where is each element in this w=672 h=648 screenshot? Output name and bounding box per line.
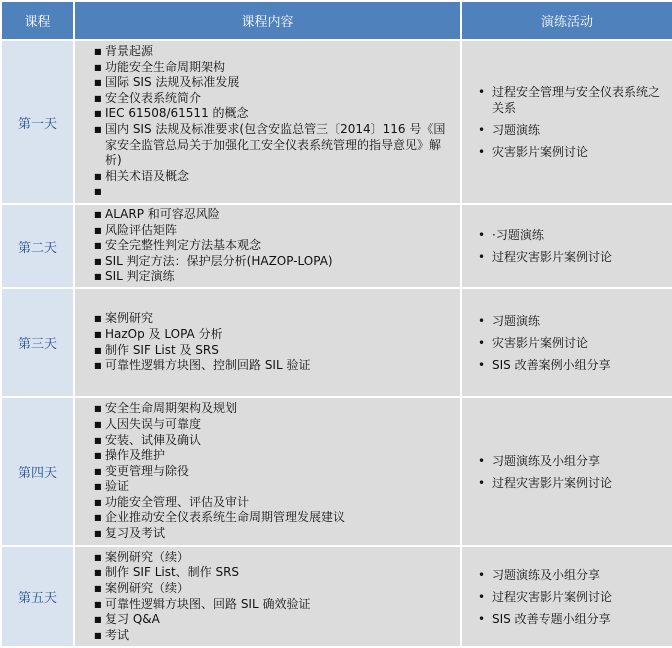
content-item: ■ SIL 判定演练 [105, 269, 454, 285]
activity-cell [461, 546, 672, 647]
activity-cell [461, 288, 672, 397]
content-item: ■ 制作 SIF List、制作 SRS [105, 565, 454, 581]
activity-item: • SIS 改善案例小组分享 [492, 357, 664, 373]
header-activity: 演练活动 [461, 1, 672, 40]
header-row [1, 1, 672, 40]
content-item: ■ 功能安全生命周期架构 [105, 60, 454, 76]
activity-item: • 过程安全管理与安全仪表系统之关系 [492, 84, 664, 116]
content-item: ■ 案例研究 [105, 311, 454, 327]
content-item: ■ HazOp 及 LOPA 分析 [105, 327, 454, 343]
activity-item: • 过程灾害影片案例讨论 [492, 589, 664, 605]
activity-item: • 习题演练 [492, 122, 664, 138]
activity-item: • 习题演练 [492, 313, 664, 329]
content-item: ■ 安全仪表系统简介 [105, 91, 454, 107]
content-item: ■ 国际 SIS 法规及标准发展 [105, 75, 454, 91]
content-cell [74, 546, 461, 647]
activity-cell [461, 397, 672, 546]
day-label: 第五天 [1, 546, 74, 647]
activity-item: • 过程灾害影片案例讨论 [492, 475, 664, 491]
content-item: ■ 案例研究（续） [105, 581, 454, 597]
content-item: ■ IEC 61508/61511 的概念 [105, 106, 454, 122]
activity-cell [461, 204, 672, 288]
content-cell [74, 40, 461, 204]
table-row [1, 204, 672, 288]
header-content: 课程内容 [74, 1, 461, 40]
content-item: ■ 验证 [105, 479, 454, 495]
content-item: ■ 安装、试俥及确认 [105, 433, 454, 449]
content-item: ■ ALARP 和可容忍风险 [105, 207, 454, 223]
content-item [105, 184, 454, 200]
content-item: ■ 变更管理与除役 [105, 464, 454, 480]
table-row [1, 397, 672, 546]
table-row [1, 40, 672, 204]
content-item: ■ 安全生命周期架构及规划 [105, 401, 454, 417]
activity-item: • 灾害影片案例讨论 [492, 144, 664, 160]
activity-item: • 习题演练及小组分享 [492, 567, 664, 583]
table-row [1, 546, 672, 647]
content-item: ■ 风险评估矩阵 [105, 223, 454, 239]
content-item: ■ 制作 SIF List 及 SRS [105, 343, 454, 359]
content-item: ■ 企业推动安全仪表系统生命周期管理发展建议 [105, 510, 454, 526]
content-item: ■ 可靠性逻辑方块图、回路 SIL 确效验证 [105, 597, 454, 613]
content-item: ■ 背景起源 [105, 44, 454, 60]
content-item: ■ 安全完整性判定方法基本观念 [105, 238, 454, 254]
content-cell [74, 397, 461, 546]
content-item: ■ 可靠性逻辑方块图、控制回路 SIL 验证 [105, 358, 454, 374]
content-cell [74, 288, 461, 397]
day-label: 第四天 [1, 397, 74, 546]
header-course: 课程 [1, 1, 74, 40]
content-item: ■ 案例研究（续） [105, 550, 454, 566]
content-item: ■ 国内 SIS 法规及标准要求(包含安监总管三〔2014〕116 号《国家安全监管总局关于加强化工安全仪表系统管理的指导意见》解析) [105, 122, 454, 169]
content-cell [74, 204, 461, 288]
activity-item: • 灾害影片案例讨论 [492, 335, 664, 351]
activity-cell [461, 40, 672, 204]
day-label: 第二天 [1, 204, 74, 288]
day-label: 第一天 [1, 40, 74, 204]
activity-item: • SIS 改善专题小组分享 [492, 611, 664, 627]
content-item: ■ 功能安全管理、评估及审计 [105, 495, 454, 511]
content-item: ■ SIL 判定方法：保护层分析(HAZOP-LOPA) [105, 254, 454, 270]
table-row [1, 288, 672, 397]
activity-item: • 过程灾害影片案例讨论 [492, 249, 664, 265]
content-item: ■ 复习及考试 [105, 526, 454, 542]
content-item: ■ 相关术语及概念 [105, 169, 454, 185]
content-item: ■ 考试 [105, 628, 454, 644]
activity-item: • 习题演练及小组分享 [492, 453, 664, 469]
day-label: 第三天 [1, 288, 74, 397]
activity-item: • ·习题演练 [492, 227, 664, 243]
content-item: ■ 操作及维护 [105, 448, 454, 464]
content-item: ■ 复习 Q&A [105, 612, 454, 628]
content-item: ■ 人因失误与可靠度 [105, 417, 454, 433]
